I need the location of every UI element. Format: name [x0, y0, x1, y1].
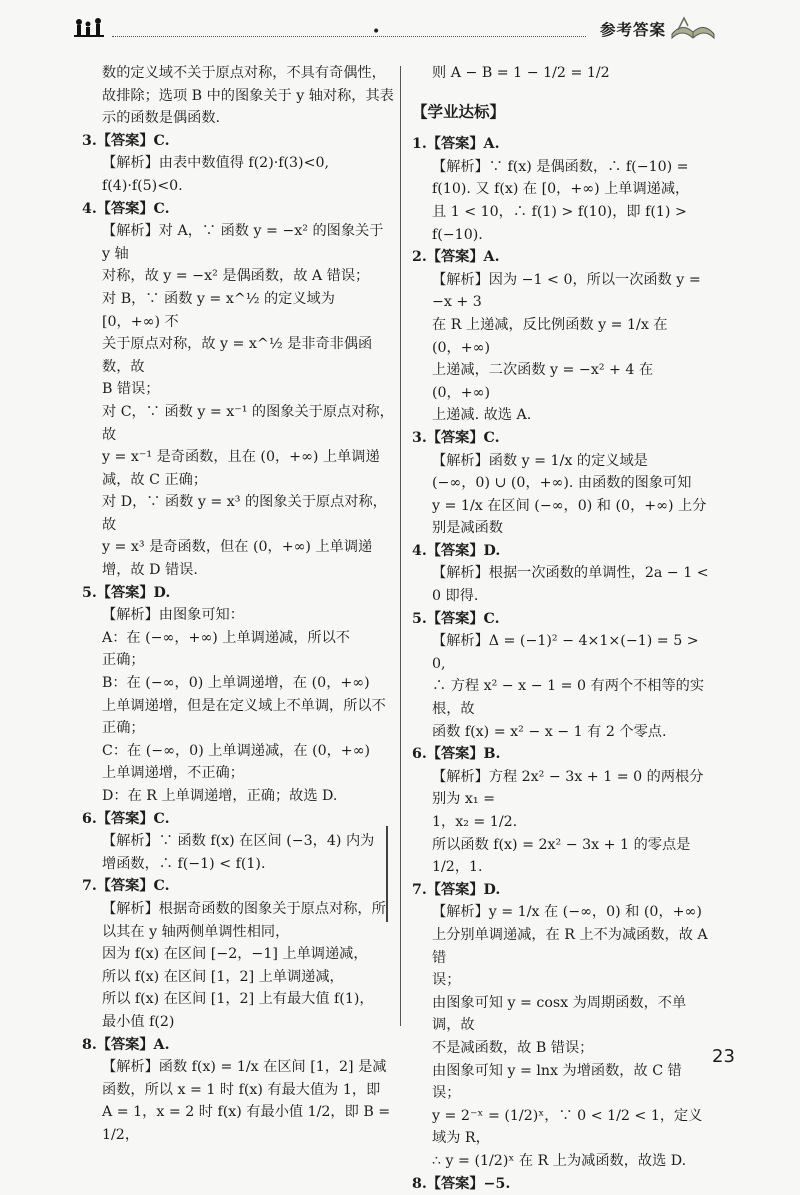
explanation-line: 减，故 C 正确；: [82, 469, 394, 492]
explanation-line: 上分别单调递减，在 R 上不为减函数，故 A 错: [412, 924, 710, 969]
explanation-line: 所以函数 f(x) = 2x² − 3x + 1 的零点是 1/2，1.: [412, 834, 710, 879]
explanation-line: y = 2⁻ˣ = (1/2)ˣ，∵ 0 < 1/2 < 1，定义域为 R，: [412, 1105, 710, 1150]
page-header: [0, 0, 800, 52]
explanation-line: 且 1 < 10，∴ f(1) > f(10)，即 f(1) > f(−10).: [412, 201, 710, 246]
explanation-line: 上递减. 故选 A.: [412, 404, 710, 427]
explanation-line: 【解析】函数 f(x) = 1/x 在区间 [1，2] 是减: [82, 1056, 394, 1079]
explanation-line: 对 C，∵ 函数 y = x⁻¹ 的图象关于原点对称，故: [82, 401, 394, 446]
explanation-line: 以其在 y 轴两侧单调性相同，: [82, 921, 394, 944]
explanation-line: 函数 f(x) = x² − x − 1 有 2 个零点.: [412, 721, 710, 744]
question-answer-line: 6.【答案】C.: [82, 808, 394, 831]
explanation-line: A = 1，x = 2 时 f(x) 有最小值 1/2，即 B = 1/2，: [82, 1101, 394, 1146]
question-answer-line: 6.【答案】B.: [412, 743, 710, 766]
explanation-line: y = x³ 是奇函数，但在 (0，+∞) 上单调递: [82, 536, 394, 559]
explanation-line: D：在 R 上单调递增，正确；故选 D.: [82, 785, 394, 808]
family-figures-icon: [74, 18, 110, 40]
question-answer-line: 4.【答案】C.: [82, 198, 394, 221]
header-title: 参考答案: [600, 18, 666, 40]
explanation-line: 【解析】Δ = (−1)² − 4×1×(−1) = 5 > 0,: [412, 630, 710, 675]
explanation-line: 【解析】∵ 函数 f(x) 在区间 (−3，4) 内为: [82, 830, 394, 853]
explanation-line: y = 1/x 在区间 (−∞，0) 和 (0，+∞) 上分: [412, 495, 710, 518]
explanation-line: 不是减函数，故 B 错误；: [412, 1037, 710, 1060]
explanation-line: 对 D，∵ 函数 y = x³ 的图象关于原点对称，故: [82, 491, 394, 536]
explanation-line: 正确；: [82, 717, 394, 740]
question-answer-line: 3.【答案】C.: [82, 130, 394, 153]
explanation-line: y = x⁻¹ 是奇函数，且在 (0，+∞) 上单调递: [82, 446, 394, 469]
explanation-line: 【解析】由表中数值得 f(2)·f(3)<0,: [82, 152, 394, 175]
column-divider: [400, 66, 401, 1026]
explanation-line: 上单调递增，不正确；: [82, 762, 394, 785]
explanation-line: 【解析】方程 2x² − 3x + 1 = 0 的两根分别为 x₁ =: [412, 766, 710, 811]
explanation-line: 所以 f(x) 在区间 [1，2] 上单调递减，: [82, 966, 394, 989]
answer-line: 则 A − B = 1 − 1/2 = 1/2: [412, 62, 710, 85]
explanation-line: 所以 f(x) 在区间 [1，2] 上有最大值 f(1)，: [82, 988, 394, 1011]
explanation-line: 1，x₂ = 1/2.: [412, 811, 710, 834]
explanation-line: f(4)·f(5)<0.: [82, 175, 394, 198]
question-answer-line: 7.【答案】D.: [412, 879, 710, 902]
header-rule: [112, 36, 586, 37]
question-answer-line: 2.【答案】A.: [412, 246, 710, 269]
explanation-line: 别是减函数: [412, 517, 710, 540]
explanation-line: 由图象可知 y = cosx 为周期函数，不单调，故: [412, 992, 710, 1037]
section-heading: 【学业达标】: [412, 101, 710, 124]
question-answer-line: 1.【答案】A.: [412, 133, 710, 156]
explanation-line: 最小值 f(2): [82, 1011, 394, 1034]
explanation-line: 示的函数是偶函数.: [82, 107, 394, 130]
question-answer-line: 5.【答案】C.: [412, 608, 710, 631]
explanation-line: 正确；: [82, 649, 394, 672]
right-answers: [412, 133, 710, 1195]
explanation-line: 增函数，∴ f(−1) < f(1).: [82, 853, 394, 876]
explanation-line: 误；: [412, 969, 710, 992]
question-answer-line: 7.【答案】C.: [82, 875, 394, 898]
explanation-line: 【解析】函数 y = 1/x 的定义域是: [412, 450, 710, 473]
explanation-line: 【解析】根据一次函数的单调性，2a − 1 < 0 即得.: [412, 562, 710, 607]
explanation-line: 上递减，二次函数 y = −x² + 4 在 (0，+∞): [412, 359, 710, 404]
explanation-line: 函数，所以 x = 1 时 f(x) 有最大值为 1，即: [82, 1079, 394, 1102]
explanation-line: 关于原点对称，故 y = x^½ 是非奇非偶函数，故: [82, 333, 394, 378]
question-answer-line: 8.【答案】A.: [82, 1034, 394, 1057]
page-number: 23: [712, 1046, 735, 1067]
question-answer-line: 5.【答案】D.: [82, 582, 394, 605]
explanation-line: 因为 f(x) 在区间 [−2，−1] 上单调递减，: [82, 943, 394, 966]
explanation-line: 【解析】因为 −1 < 0，所以一次函数 y = −x + 3: [412, 269, 710, 314]
explanation-line: 【解析】y = 1/x 在 (−∞，0) 和 (0，+∞): [412, 901, 710, 924]
explanation-line: f(10). 又 f(x) 在 [0，+∞) 上单调递减，: [412, 178, 710, 201]
explanation-line: 故排除；选项 B 中的图象关于 y 轴对称，其表: [82, 85, 394, 108]
explanation-line: (−∞，0) ∪ (0，+∞). 由函数的图象可知: [412, 472, 710, 495]
explanation-line: ∴ 方程 x² − x − 1 = 0 有两个不相等的实根，故: [412, 675, 710, 720]
explanation-line: 在 R 上递减，反比例函数 y = 1/x 在 (0，+∞): [412, 314, 710, 359]
explanation-line: C：在 (−∞，0) 上单调递减，在 (0，+∞): [82, 740, 394, 763]
explanation-line: A：在 (−∞，+∞) 上单调递减，所以不: [82, 627, 394, 650]
margin-mark: [386, 826, 388, 922]
explanation-line: 【解析】对 A，∵ 函数 y = −x² 的图象关于 y 轴: [82, 220, 394, 265]
left-column: [82, 62, 394, 1147]
question-answer-line: 8.【答案】−5.: [412, 1173, 710, 1195]
explanation-line: 【解析】根据奇函数的图象关于原点对称，所: [82, 898, 394, 921]
explanation-line: 上单调递增，但是在定义域上不单调，所以不: [82, 695, 394, 718]
open-book-icon: [670, 14, 716, 40]
question-answer-line: 3.【答案】C.: [412, 427, 710, 450]
right-column: [412, 62, 710, 1195]
header-dot: •: [372, 24, 380, 40]
explanation-line: B：在 (−∞，0) 上单调递增，在 (0，+∞): [82, 672, 394, 695]
explanation-line: 对称，故 y = −x² 是偶函数，故 A 错误；: [82, 265, 394, 288]
explanation-line: ∴ y = (1/2)ˣ 在 R 上为减函数，故选 D.: [412, 1150, 710, 1173]
explanation-line: 【解析】∵ f(x) 是偶函数，∴ f(−10) =: [412, 156, 710, 179]
explanation-line: 增，故 D 错误.: [82, 559, 394, 582]
explanation-line: 由图象可知 y = lnx 为增函数，故 C 错误；: [412, 1060, 710, 1105]
explanation-line: 对 B，∵ 函数 y = x^½ 的定义域为 [0，+∞) 不: [82, 288, 394, 333]
explanation-line: B 错误；: [82, 378, 394, 401]
explanation-line: 【解析】由图象可知：: [82, 604, 394, 627]
explanation-line: 数的定义域不关于原点对称，不具有奇偶性，: [82, 62, 394, 85]
question-answer-line: 4.【答案】D.: [412, 540, 710, 563]
